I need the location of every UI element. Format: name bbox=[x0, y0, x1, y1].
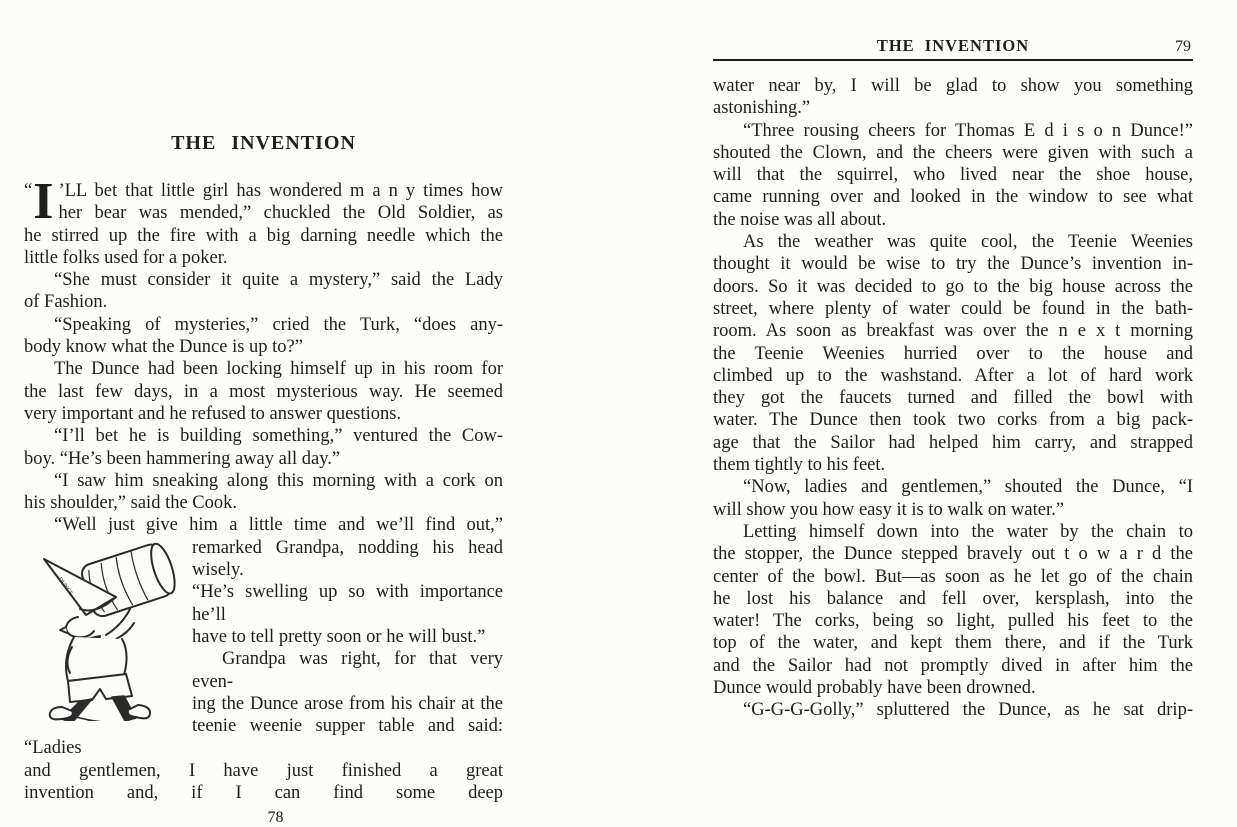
text-line: ’LL bet that little girl has wondered m a n y times how bbox=[58, 181, 503, 201]
text-line: the stopper, the Dunce stepped bravely out t o w a r d the bbox=[713, 544, 1193, 565]
text-line: “Speaking of mysteries,” cried the Turk, “does any- bbox=[54, 314, 503, 335]
text-line: little folks used for a poker. bbox=[24, 247, 228, 268]
text-line: came running over and looked in the window to see what bbox=[713, 187, 1193, 208]
text-line: water! The corks, being so light, pulled his feet to the bbox=[713, 611, 1193, 632]
text-line: water near by, I will be glad to show you something bbox=[713, 76, 1193, 96]
text-line: age that the Sailor had helped him carry, and strapped bbox=[713, 432, 1193, 453]
text-line: his shoulder,” said the Cook. bbox=[24, 493, 238, 514]
drop-cap bbox=[24, 173, 54, 230]
text-line: room. As soon as breakfast was over the n e x t morning bbox=[713, 321, 1193, 342]
text-line: climbed up to the washstand. After a lot of hard work bbox=[713, 365, 1193, 386]
text-line: shouted the Clown, and the cheers were given with such a bbox=[713, 142, 1193, 163]
right-page-number: 79 bbox=[1175, 38, 1191, 55]
text-line: “Now, ladies and gentlemen,” shouted the Dunce, “I bbox=[743, 477, 1193, 498]
text-line: and gentlemen, I have just finished a great bbox=[24, 760, 503, 781]
text-line: invention and, if I can find some deep bbox=[24, 783, 503, 804]
text-line: remarked Grandpa, nodding his head wisely. bbox=[192, 537, 503, 581]
drop-cap-quote: “ bbox=[24, 181, 33, 201]
text-line: The Dunce had been locking himself up in his room for bbox=[54, 359, 503, 380]
left-page-text-column bbox=[24, 173, 503, 804]
text-line: he lost his balance and fell over, kersplash, into the bbox=[713, 588, 1193, 609]
text-line: astonishing.” bbox=[713, 98, 811, 119]
running-header-title: THE INVENTION bbox=[876, 36, 1030, 55]
text-line: ing the Dunce arose from his chair at the bbox=[192, 693, 503, 714]
text-line: “He’s swelling up so with importance he’ll bbox=[192, 582, 503, 625]
text-line: “I saw him sneaking along this morning with a cork on bbox=[54, 470, 503, 491]
text-line: he stirred up the fire with a big darning needle which the bbox=[24, 225, 503, 246]
right-page bbox=[713, 0, 1193, 722]
drop-cap-letter: I bbox=[33, 173, 54, 230]
text-line: “Well just give him a little time and we’ll find out,” bbox=[54, 515, 503, 536]
right-page-text-column bbox=[713, 75, 1193, 722]
left-page-number: 78 bbox=[267, 809, 284, 827]
text-line: and the Sailor had not promptly dived in after him the bbox=[713, 655, 1193, 676]
text-line: “I’ll bet he is building something,” ventured the Cow- bbox=[54, 426, 503, 447]
chapter-title: THE INVENTION bbox=[171, 132, 356, 154]
text-line: water. The Dunce then took two corks from a big pack- bbox=[713, 410, 1193, 431]
text-line: have to tell pretty soon or he will bust.” bbox=[192, 626, 486, 647]
text-line: boy. “He’s been hammering away all day.” bbox=[24, 448, 341, 469]
text-line: them tightly to his feet. bbox=[713, 455, 886, 476]
text-line: doors. So it was decided to go to the big house across the bbox=[713, 276, 1193, 297]
text-line: Letting himself down into the water by the chain to bbox=[743, 521, 1193, 542]
text-line: Dunce would probably have been drowned. bbox=[713, 678, 1036, 699]
cap-label: DUNCE bbox=[56, 576, 74, 597]
text-line: they got the faucets turned and filled the bowl with bbox=[713, 388, 1193, 409]
text-line: of Fashion. bbox=[24, 292, 108, 313]
text-line: very important and he refused to answer questions. bbox=[24, 403, 402, 424]
running-header bbox=[713, 0, 1193, 61]
text-line: Grandpa was right, for that very even- bbox=[192, 649, 503, 692]
text-line: top of the water, and kept them there, and if the Turk bbox=[713, 633, 1193, 654]
text-line: “Three rousing cheers for Thomas E d i s o n Dunce!” bbox=[743, 120, 1193, 141]
text-line: street, where plenty of water could be found in the bath- bbox=[713, 298, 1193, 319]
text-line: thought it would be wise to try the Dunce’s invention in- bbox=[713, 254, 1193, 275]
text-line: center of the bowl. But—as soon as he let go of the chain bbox=[713, 566, 1193, 587]
text-line: “G-G-G-Golly,” spluttered the Dunce, as he sat drip- bbox=[743, 700, 1193, 721]
text-line: the noise was all about. bbox=[713, 209, 887, 230]
text-line: the last few days, in a most mysterious way. He seemed bbox=[24, 381, 503, 402]
text-line: body know what the Dunce is up to?” bbox=[24, 337, 303, 358]
text-line: “She must consider it quite a mystery,” said the Lady bbox=[54, 270, 503, 291]
text-line: her bear was mended,” chuckled the Old Soldier, as bbox=[58, 203, 503, 224]
text-line: the Teenie Weenies hurried over to the house and bbox=[713, 343, 1193, 364]
text-line: will that the squirrel, who lived near the shoe house, bbox=[713, 165, 1193, 186]
text-line: As the weather was quite cool, the Teenie Weenies bbox=[743, 232, 1193, 253]
left-page bbox=[24, 0, 503, 827]
text-line: will show you how easy it is to walk on water.” bbox=[713, 499, 1064, 520]
dunce-carrying-cork-illustration bbox=[28, 539, 178, 721]
text-line: teenie weenie supper table and said: “Ladies bbox=[24, 716, 503, 759]
